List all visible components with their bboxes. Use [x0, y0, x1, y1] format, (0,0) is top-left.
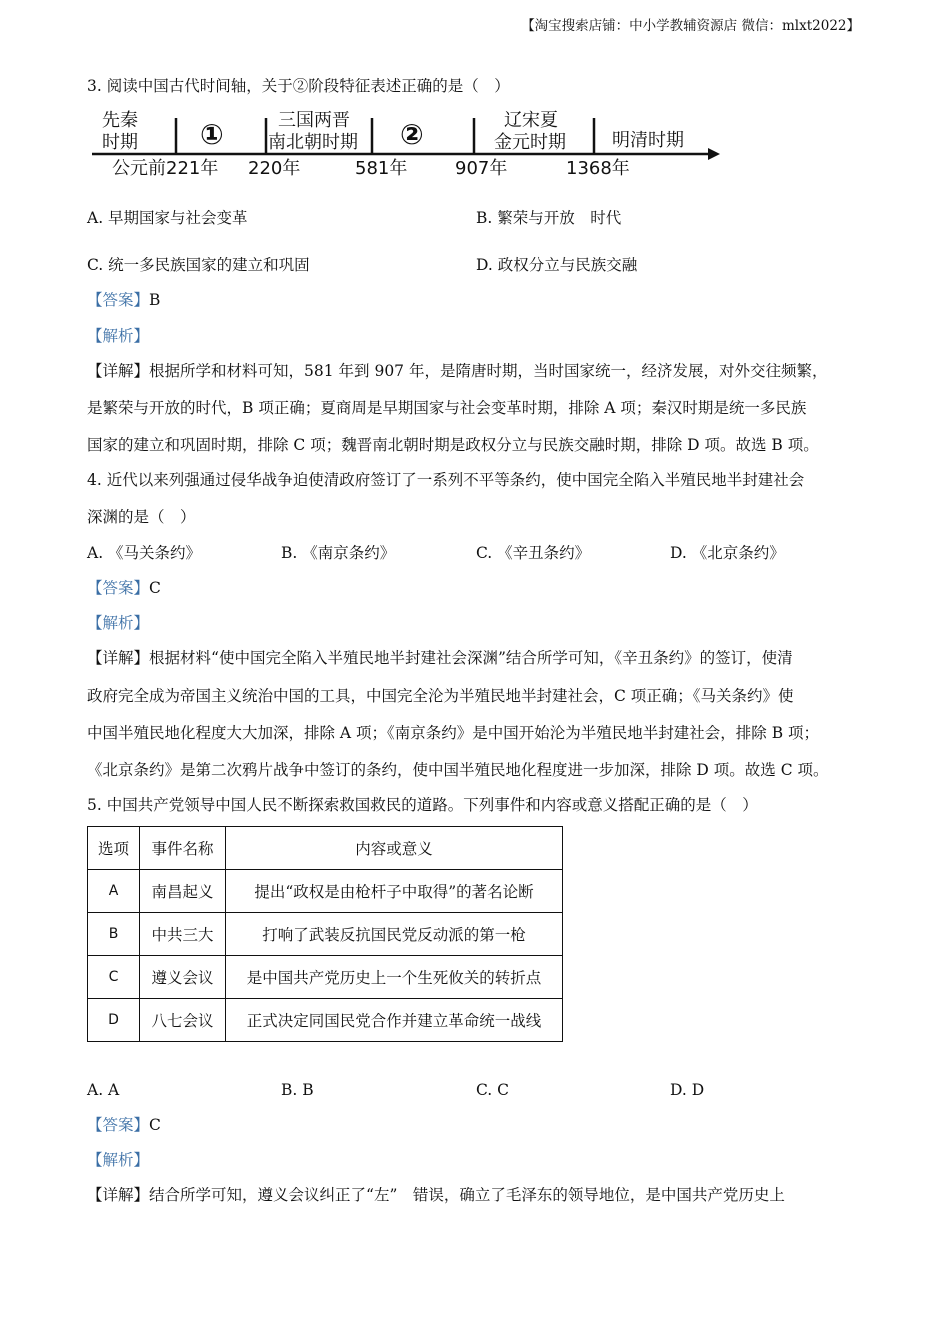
q4-detail-line-2: 政府完全成为帝国主义统治中国的工具，中国完全沦为半殖民地半封建社会，C 项正确；《马关条约》使 [87, 687, 794, 705]
q4-detail-line-1: 【详解】根据材料“使中国完全陷入半殖民地半封建社会深渊”结合所学可知，《辛丑条约》的签订，使清 [87, 649, 793, 667]
q5-option-b: B. B [281, 1081, 314, 1099]
q4-answer-value: C [149, 579, 161, 597]
timeline-label-liaosongxia: 辽宋夏 [504, 110, 558, 131]
table-cell: 正式决定同国民党合作并建立革命统一战线 [226, 999, 563, 1042]
q4-stem-line-2: 深渊的是（ ） [87, 508, 196, 526]
q4-detail-line-3: 中国半殖民地化程度大大加深，排除 A 项；《南京条约》是中国开始沦为半殖民地半封建社会，排除 B 项； [87, 724, 820, 742]
answer-tag: 【答案】 [87, 291, 150, 309]
table-cell: 遵义会议 [140, 956, 226, 999]
table-cell: 中共三大 [140, 913, 226, 956]
q4-option-a: A. 《马关条约》 [87, 544, 202, 562]
q5-analysis-tag: 【解析】 [87, 1151, 150, 1169]
q3-analysis-tag: 【解析】 [87, 327, 150, 345]
timeline-label-jinyuan: 金元时期 [494, 132, 566, 153]
q4-answer [87, 578, 161, 598]
table-cell: D [88, 999, 140, 1042]
timeline-year-1368: 1368年 [566, 158, 630, 179]
timeline-marker-1: ① [200, 118, 224, 151]
table-row [88, 870, 563, 913]
q3-answer [87, 290, 160, 310]
answer-tag: 【答案】 [87, 1116, 150, 1134]
table-cell: 八七会议 [140, 999, 226, 1042]
timeline-year-907: 907年 [455, 158, 508, 179]
table-cell: A [88, 870, 140, 913]
timeline-year-220: 220年 [248, 158, 301, 179]
timeline-marker-2: ② [400, 118, 424, 151]
timeline-label-xianqin-1: 先秦 [102, 110, 138, 131]
detail-tag: 【详解】 [87, 1186, 150, 1204]
timeline-figure [90, 108, 725, 183]
table-cell: 南昌起义 [140, 870, 226, 913]
q3-detail-line-3: 国家的建立和巩固时期，排除 C 项；魏晋南北朝时期是政权分立与民族交融时期，排除 D 项。故选 B 项。 [87, 436, 819, 454]
table-row [88, 913, 563, 956]
detail-tag: 【详解】 [87, 649, 150, 667]
q4-option-d: D. 《北京条约》 [670, 544, 785, 562]
q5-answer-value: C [149, 1116, 161, 1134]
q3-detail-line-2: 是繁荣与开放的时代，B 项正确；夏商周是早期国家与社会变革时期，排除 A 项；秦汉时期是统一多民族 [87, 399, 807, 417]
q4-option-b: B. 《南京条约》 [281, 544, 396, 562]
q5-option-d: D. D [670, 1081, 705, 1099]
q5-table [87, 826, 563, 1042]
table-header-cell: 选项 [88, 827, 140, 870]
q3-detail-line-1: 【详解】根据所学和材料可知，581 年到 907 年，是隋唐时期，当时国家统一，经济发展，对外交往频繁， [87, 362, 828, 380]
table-cell: B [88, 913, 140, 956]
q3-stem: 3. 阅读中国古代时间轴，关于②阶段特征表述正确的是（ ） [87, 77, 510, 95]
q5-stem: 5. 中国共产党领导中国人民不断探索救国救民的道路。下列事件和内容或意义搭配正确的是（ ） [87, 796, 758, 814]
detail-tag: 【详解】 [87, 362, 150, 380]
q3-option-a: A. 早期国家与社会变革 [87, 209, 248, 227]
timeline-label-mingqing: 明清时期 [612, 130, 684, 151]
table-cell: 是中国共产党历史上一个生死攸关的转折点 [226, 956, 563, 999]
table-cell: 打响了武装反抗国民党反动派的第一枪 [226, 913, 563, 956]
timeline-label-xianqin-2: 时期 [102, 132, 138, 153]
table-header-row [88, 827, 563, 870]
q5-option-c: C. C [476, 1081, 510, 1099]
q3-answer-value: B [149, 291, 161, 309]
q4-option-c: C. 《辛丑条约》 [476, 544, 591, 562]
q3-option-c: C. 统一多民族国家的建立和巩固 [87, 256, 310, 274]
timeline-label-sanguo: 三国两晋 [278, 110, 350, 131]
q4-stem-line-1: 4. 近代以来列强通过侵华战争迫使清政府签订了一系列不平等条约，使中国完全陷入半殖民地半封建社会 [87, 471, 805, 489]
q4-analysis-tag: 【解析】 [87, 614, 150, 632]
q3-option-b: B. 繁荣与开放 时代 [476, 209, 622, 227]
page-header: 【淘宝搜索店铺：中小学教辅资源店 微信：mlxt2022】 [521, 18, 860, 34]
timeline-year-221bc: 公元前221年 [112, 158, 219, 179]
table-header-cell: 事件名称 [140, 827, 226, 870]
q4-detail-line-4: 《北京条约》是第二次鸦片战争中签订的条约，使中国半殖民地化程度进一步加深，排除 D 项。故选 C 项。 [87, 761, 829, 779]
q5-detail-line-1: 【详解】结合所学可知，遵义会议纠正了“左” 错误，确立了毛泽东的领导地位，是中国共产党历史上 [87, 1186, 785, 1204]
answer-tag: 【答案】 [87, 579, 150, 597]
timeline-label-nanbeichao: 南北朝时期 [268, 132, 358, 153]
table-header-cell: 内容或意义 [226, 827, 563, 870]
q5-option-a: A. A [87, 1081, 120, 1099]
q3-option-d: D. 政权分立与民族交融 [476, 256, 638, 274]
table-row [88, 956, 563, 999]
table-cell: C [88, 956, 140, 999]
q5-answer [87, 1115, 161, 1135]
table-row [88, 999, 563, 1042]
table-cell: 提出“政权是由枪杆子中取得”的著名论断 [226, 870, 563, 913]
timeline-year-581: 581年 [355, 158, 408, 179]
